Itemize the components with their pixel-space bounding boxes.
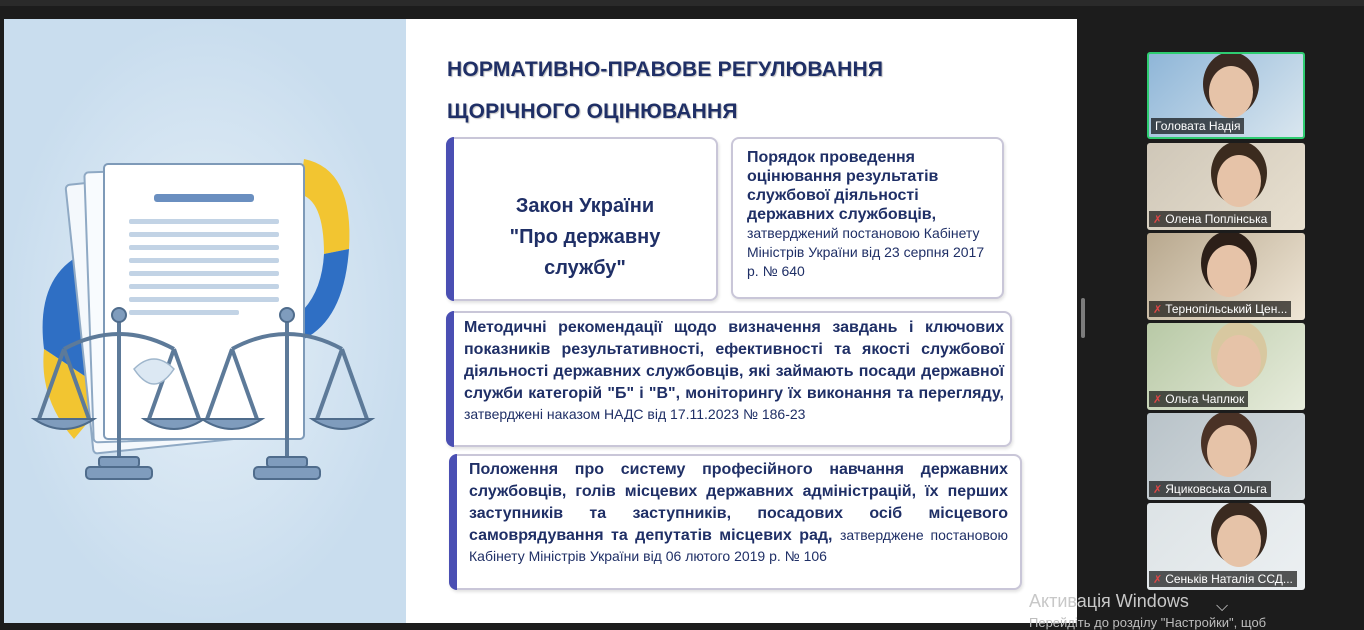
muted-mic-icon: ✗ — [1153, 304, 1163, 316]
law-scales-illustration — [4, 19, 406, 623]
participant-video — [1217, 155, 1261, 207]
participant-name-text: Тернопільський Цен... — [1165, 302, 1288, 316]
participant-name-text: Головата Надія — [1155, 119, 1241, 133]
participant-video — [1207, 245, 1251, 297]
recommendations-box — [446, 311, 1012, 447]
participant-name-text: Яциковська Ольга — [1165, 482, 1267, 496]
windows-activation-note: Перейдіть до розділу "Настройки", щоб — [1029, 615, 1267, 630]
participant-name — [1149, 301, 1291, 317]
participant-tile[interactable] — [1147, 323, 1305, 410]
participant-tile[interactable] — [1147, 503, 1305, 590]
muted-mic-icon: ✗ — [1153, 574, 1163, 586]
participant-name — [1149, 391, 1248, 407]
participant-tile[interactable] — [1147, 233, 1305, 320]
law-line3: службу" — [544, 257, 626, 279]
chevron-down-icon[interactable]: ⌵ — [1216, 598, 1229, 615]
participant-video — [1207, 425, 1251, 477]
recommendations-note: затверджені наказом НАДС від 17.11.2023 № 186-23 — [464, 406, 806, 422]
participant-name-text: Сеньків Наталія ССД... — [1165, 572, 1293, 586]
regulation-title: Положення про систему професійного навчання державних службовців, голів місцевих державних адміністрацій, їх перших заступників та заступників, посадових осіб місцевого самоврядування та депутатів місцевих рад, — [469, 461, 1008, 544]
resize-handle[interactable] — [1081, 298, 1085, 338]
muted-mic-icon: ✗ — [1153, 214, 1163, 226]
participant-name — [1149, 481, 1271, 497]
accent-bar — [446, 311, 454, 447]
slide-illustration — [4, 19, 406, 623]
participant-name-text: Ольга Чаплюк — [1165, 392, 1245, 406]
participant-video — [1217, 515, 1261, 567]
law-line2: "Про державну — [509, 226, 661, 248]
law-line1: Закон України — [515, 195, 655, 217]
slide-title — [447, 49, 1047, 133]
shared-slide — [4, 19, 1077, 623]
law-box — [446, 137, 718, 301]
procedure-box — [731, 137, 1004, 299]
participant-name — [1149, 571, 1297, 587]
recommendations-title: Методичні рекомендації щодо визначення завдань і ключових показників результативності, ефективності та якості службової діяльності державних службовців, які займають посади державної служби категорій "Б" і "В", моніторингу їх виконання та перегляду, — [464, 319, 1004, 402]
slide-title-line2: ЩОРІЧНОГО ОЦІНЮВАННЯ — [447, 100, 738, 123]
accent-bar — [449, 454, 457, 590]
participant-video — [1217, 335, 1261, 387]
participant-tile[interactable] — [1147, 52, 1305, 139]
muted-mic-icon: ✗ — [1153, 394, 1163, 406]
procedure-title: Порядок проведення оцінювання результатів службової діяльності державних службовців, — [747, 149, 939, 223]
procedure-note: затверджений постановою Кабінету Міністрів України від 23 серпня 2017 р. № 640 — [747, 225, 985, 279]
windows-activation-title: Активація Windows — [1029, 591, 1189, 611]
top-bar — [0, 0, 1364, 6]
participant-name — [1151, 118, 1244, 134]
accent-bar — [446, 137, 454, 301]
regulation-note: затверджене постановою Кабінету Міністрів України від 06 лютого 2019 р. № 106 — [469, 527, 1009, 564]
participant-tile[interactable] — [1147, 143, 1305, 230]
muted-mic-icon: ✗ — [1153, 484, 1163, 496]
regulation-box — [449, 454, 1022, 590]
participant-tile[interactable] — [1147, 413, 1305, 500]
participant-name — [1149, 211, 1271, 227]
slide-title-line1: НОРМАТИВНО-ПРАВОВЕ РЕГУЛЮВАННЯ — [447, 58, 884, 81]
participant-video — [1209, 66, 1253, 118]
participant-name-text: Олена Поплінська — [1165, 212, 1268, 226]
